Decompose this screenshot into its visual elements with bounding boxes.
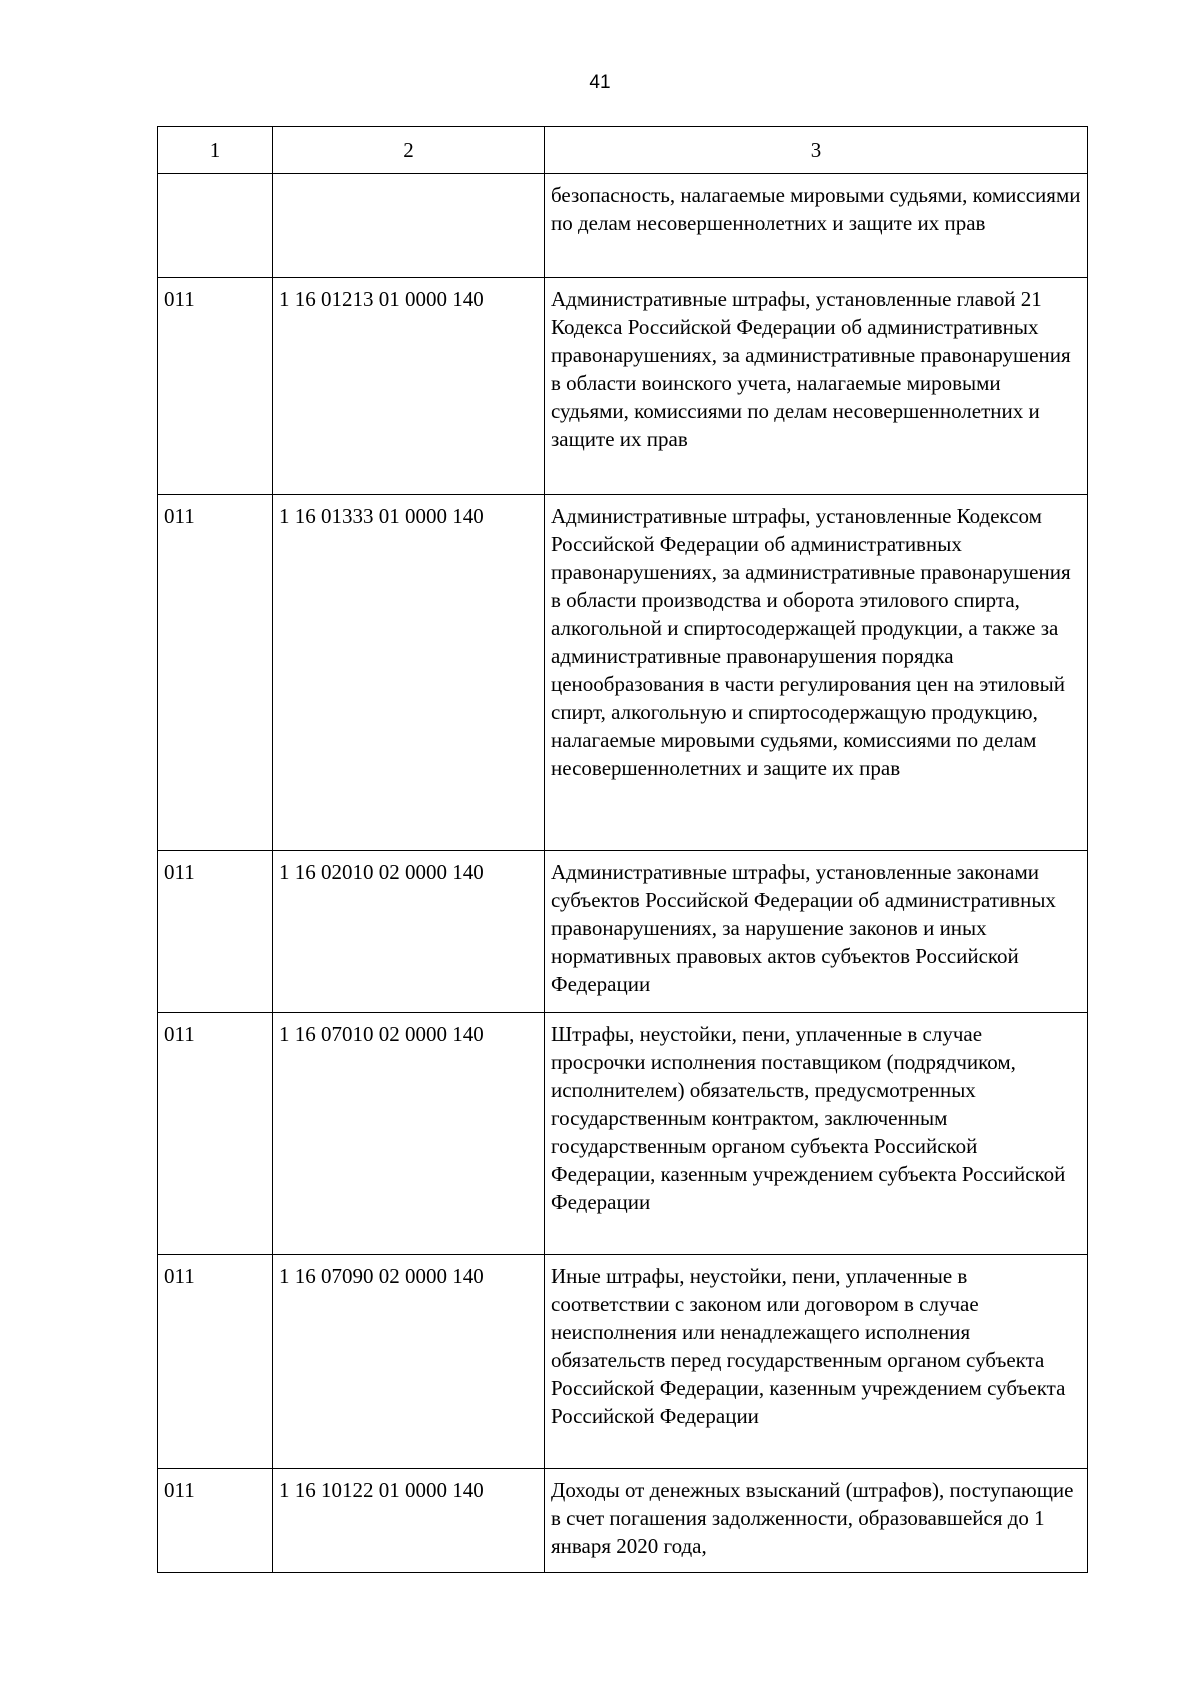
table-row (158, 495, 1088, 851)
admin-code-cell: 011 (158, 495, 273, 851)
page-number: 41 (589, 72, 611, 93)
revenue-code-cell: 1 16 10122 01 0000 140 (273, 1469, 545, 1573)
revenue-code-cell: 1 16 01333 01 0000 140 (273, 495, 545, 851)
revenue-code-cell: 1 16 07090 02 0000 140 (273, 1255, 545, 1469)
description-cell: Административные штрафы, установленные законами субъектов Российской Федерации об административных правонарушениях, за нарушение законов и иных нормативных правовых актов субъектов Российской Федерации (545, 851, 1088, 1013)
revenue-code-cell (273, 174, 545, 278)
description-cell: безопасность, налагаемые мировыми судьями, комиссиями по делам несовершеннолетних и защите их прав (545, 174, 1088, 278)
description-cell: Иные штрафы, неустойки, пени, уплаченные в соответствии с законом или договором в случае неисполнения или ненадлежащего исполнения обязательств перед государственным органом субъекта Российской Федерации, казенным учреждением субъекта Российской Федерации (545, 1255, 1088, 1469)
table-row (158, 278, 1088, 495)
admin-code-cell (158, 174, 273, 278)
admin-code-cell: 011 (158, 1013, 273, 1255)
table-row (158, 1255, 1088, 1469)
admin-code-cell: 011 (158, 278, 273, 495)
table-row (158, 851, 1088, 1013)
description-cell: Административные штрафы, установленные Кодексом Российской Федерации об административных правонарушениях, за административные правонарушения в области производства и оборота этилового спирта, алкогольной и спиртосодержащей продукции, а также за административные правонарушения порядка ценообразования в части регулирования цен на этиловый спирт, алкогольную и спиртосодержащую продукцию, налагаемые мировыми судьями, комиссиями по делам несовершеннолетних и защите их прав (545, 495, 1088, 851)
description-cell: Доходы от денежных взысканий (штрафов), поступающие в счет погашения задолженности, образовавшейся до 1 января 2020 года, (545, 1469, 1088, 1573)
admin-code-cell: 011 (158, 851, 273, 1013)
header-column-2: 2 (273, 127, 545, 174)
description-cell: Административные штрафы, установленные главой 21 Кодекса Российской Федерации об административных правонарушениях, за административные правонарушения в области воинского учета, налагаемые мировыми судьями, комиссиями по делам несовершеннолетних и защите их прав (545, 278, 1088, 495)
table-row (158, 174, 1088, 278)
admin-code-cell: 011 (158, 1469, 273, 1573)
admin-code-cell: 011 (158, 1255, 273, 1469)
description-cell: Штрафы, неустойки, пени, уплаченные в случае просрочки исполнения поставщиком (подрядчиком, исполнителем) обязательств, предусмотренных государственным контрактом, заключенным государственным органом субъекта Российской Федерации, казенным учреждением субъекта Российской Федерации (545, 1013, 1088, 1255)
revenue-code-cell: 1 16 07010 02 0000 140 (273, 1013, 545, 1255)
budget-codes-table (157, 126, 1088, 1573)
revenue-code-cell: 1 16 01213 01 0000 140 (273, 278, 545, 495)
table-row (158, 1013, 1088, 1255)
header-column-3: 3 (545, 127, 1088, 174)
table-row (158, 1469, 1088, 1573)
header-column-1: 1 (158, 127, 273, 174)
revenue-code-cell: 1 16 02010 02 0000 140 (273, 851, 545, 1013)
table-header-row (158, 127, 1088, 174)
